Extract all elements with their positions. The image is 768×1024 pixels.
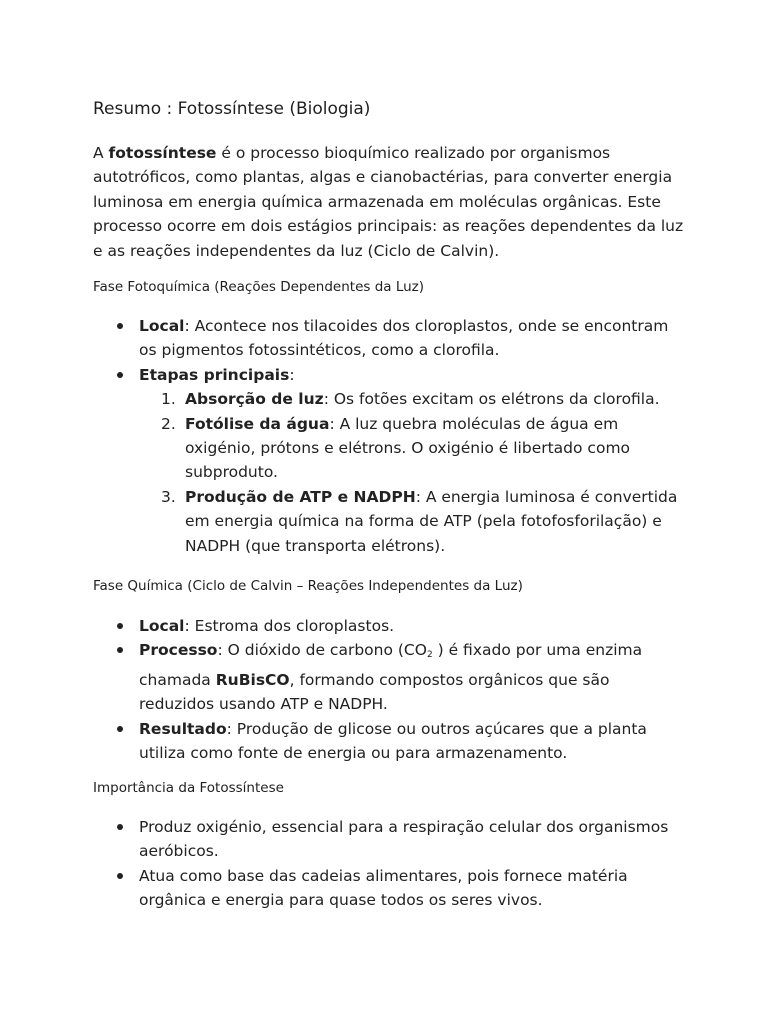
step-number: 1. <box>161 390 176 409</box>
phase1-step <box>161 412 685 485</box>
step-label: Produção de ATP e NADPH <box>185 487 416 506</box>
process-enzyme: RuBisCO <box>215 670 290 689</box>
phase1-steps-label: Etapas principais <box>139 365 290 384</box>
phase1-list <box>139 314 684 558</box>
process-text-c: , formando compostos orgânicos que são reduzidos usando ATP e NADPH. <box>139 670 610 714</box>
phase1-local-item <box>139 314 684 363</box>
phase2-process-label: Processo <box>139 641 218 660</box>
intro-pre: A <box>93 144 109 162</box>
step-number: 2. <box>161 414 176 433</box>
process-text-a: : O dióxido de carbono (CO <box>217 641 427 660</box>
importance-heading: Importância da Fotossíntese <box>93 780 284 796</box>
phase2-local-label: Local <box>139 617 185 635</box>
phase1-local-label: Local <box>139 317 185 335</box>
step-text: : Os fotões excitam os elétrons da clorofila. <box>323 390 660 409</box>
intro-paragraph <box>93 141 693 263</box>
importance-list <box>139 815 669 913</box>
co2-subscript: 2 <box>426 650 433 661</box>
phase2-local-text: : Estroma dos cloroplastos. <box>184 617 395 635</box>
step-label: Absorção de luz <box>185 390 324 409</box>
step-text: : A luz quebra moléculas de água em oxigénio, prótons e elétrons. O oxigénio é libertado como subproduto. <box>185 414 631 482</box>
phase2-result-label: Resultado <box>139 719 227 738</box>
step-number: 3. <box>161 487 176 506</box>
phase2-result-item <box>139 717 669 766</box>
importance-item: Produz oxigénio, essencial para a respiração celular dos organismos aeróbicos. <box>139 815 669 864</box>
phase1-step <box>161 485 685 558</box>
phase2-result-text: : Produção de glicose ou outros açúcares que a planta utiliza como fonte de energia ou para armazenamento. <box>139 719 647 763</box>
document-title: Resumo : Fotossíntese (Biologia) <box>93 99 371 119</box>
intro-post: é o processo bioquímico realizado por organismos autotróficos, como plantas, algas e cianobactérias, para converter energia luminosa em energia química armazenada em moléculas orgânicas. Este processo ocorre em dois estágios principais: as reações dependentes da luz e as reações independentes da luz (Ciclo de Calvin). <box>93 144 684 260</box>
phase1-steps-colon: : <box>289 365 295 384</box>
phase2-list <box>139 614 669 765</box>
step-label: Fotólise da água <box>185 414 330 433</box>
importance-item: Atua como base das cadeias alimentares, pois fornece matéria orgânica e energia para quase todos os seres vivos. <box>139 864 669 913</box>
phase1-steps-list <box>161 387 685 558</box>
step-text: : A energia luminosa é convertida em energia química na forma de ATP (pela fotofosforilação) e NADPH (que transporta elétrons). <box>185 487 678 555</box>
phase1-local-text: : Acontece nos tilacoides dos cloroplastos, onde se encontram os pigmentos fotossintéticos, como a clorofila. <box>139 317 669 360</box>
phase2-process-item <box>139 638 669 716</box>
phase1-step <box>161 387 685 411</box>
intro-term: fotossíntese <box>108 144 217 162</box>
phase1-heading: Fase Fotoquímica (Reações Dependentes da Luz) <box>93 279 425 295</box>
phase2-local-item <box>139 614 669 638</box>
phase2-heading: Fase Química (Ciclo de Calvin – Reações Independentes da Luz) <box>93 578 523 594</box>
phase1-steps-item <box>139 363 684 558</box>
process-text-b: ) é fixado por uma enzima chamada <box>139 641 643 689</box>
